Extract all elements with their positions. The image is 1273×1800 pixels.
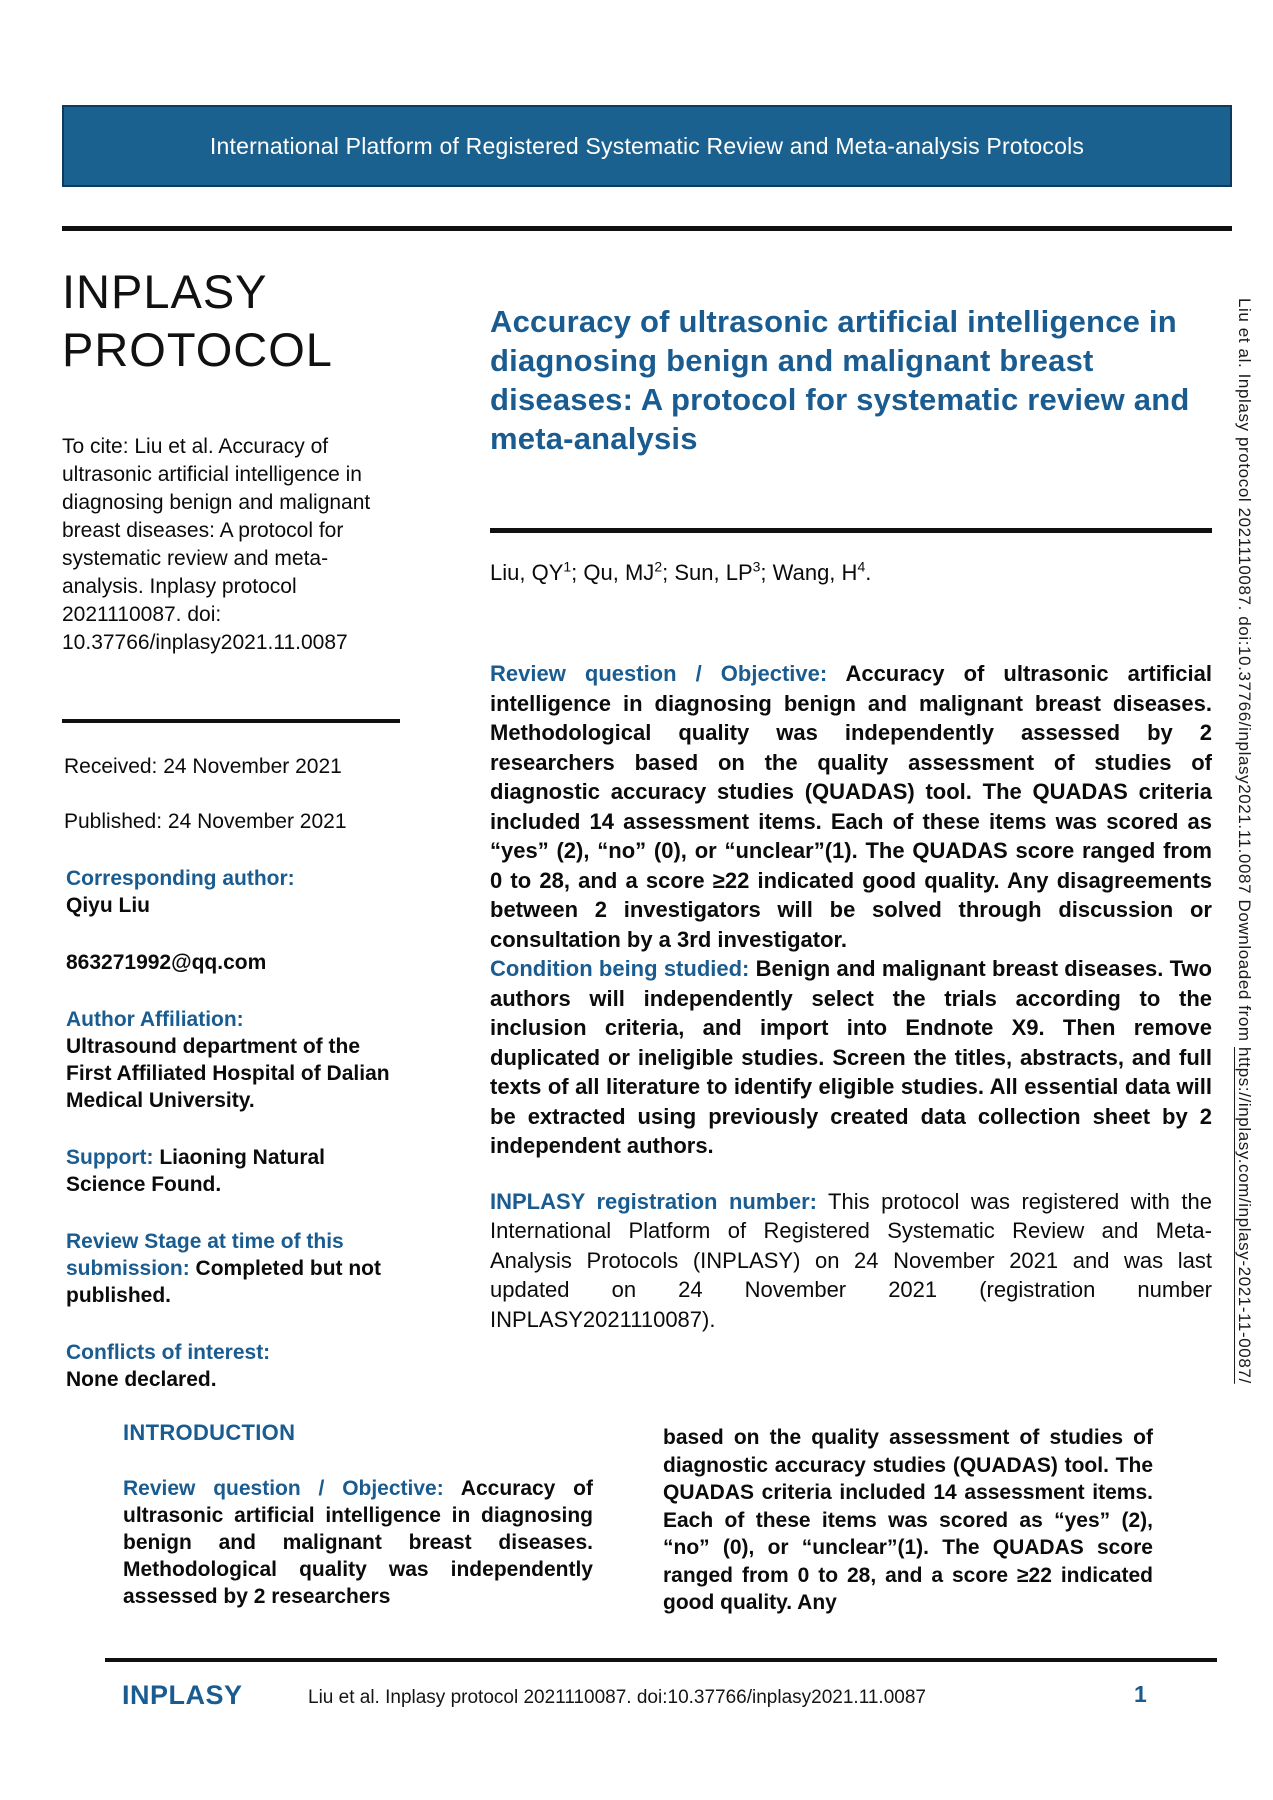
review-question-label: Review question / Objective: — [490, 661, 828, 686]
condition-paragraph — [490, 954, 1212, 1161]
received-date: Received: 24 November 2021 — [64, 755, 342, 778]
registration-paragraph — [490, 1187, 1212, 1335]
introduction-heading: INTRODUCTION — [123, 1420, 296, 1445]
corresponding-author-label: Corresponding author: — [66, 867, 295, 890]
article-title: Accuracy of ultrasonic artificial intelligence in diagnosing benign and malignant breast diseases: A protocol for systematic review and meta-analysis — [490, 304, 1190, 456]
sidebar-citation-text: Liu et al. Inplasy protocol 2021110087. doi:10.37766/inplasy2021.11.0087 Downloaded from — [1235, 298, 1254, 1048]
condition-text: Benign and malignant breast diseases. Two authors will independently select the trials according to the inclusion criteria, and import into Endnote X9. Then remove duplicated or ineligible studies. Screen the titles, abstracts, and full texts of all literature to identify eligible studies. All essential data will be extracted using previously created data collection sheet by 2 independent authors. — [490, 956, 1212, 1158]
conflicts-text: None declared. — [66, 1368, 217, 1391]
review-stage-field — [66, 1228, 400, 1309]
introduction-right-column: based on the quality assessment of studies of diagnostic accuracy studies (QUADAS) tool. The QUADAS criteria included 14 assessment items. Each of these items was scored as “yes” (2), “no” (0), or “unclear”(1). The QUADAS score ranged from 0 to 28, and a score ≥22 indicated good quality. Any — [663, 1426, 1153, 1614]
platform-banner — [62, 105, 1232, 187]
to-cite-text: To cite: Liu et al. Accuracy of ultrasonic artificial intelligence in diagnosing benign and malignant breast diseases: A protocol for systematic review and meta-analysis. Inplasy protocol 2021110087. doi: 10.37766/inplasy2021.11.0087 — [62, 435, 371, 654]
conflicts-field — [66, 1339, 400, 1393]
footer-divider — [105, 1658, 1217, 1662]
corresponding-author-field — [66, 865, 400, 919]
corresponding-author-name: Qiyu Liu — [66, 894, 150, 917]
affiliation-field — [66, 1006, 400, 1114]
review-question-paragraph — [490, 659, 1212, 954]
introduction-left-text: Accuracy of ultrasonic artificial intelligence in diagnosing benign and malignant breast diseases. Methodological quality was independently assessed by 2 researchers — [123, 1477, 594, 1608]
masthead-line1: INPLASY — [62, 265, 268, 318]
registration-label: INPLASY registration number: — [490, 1188, 817, 1214]
introduction-left-column — [123, 1475, 593, 1610]
masthead-line2: PROTOCOL — [62, 323, 333, 376]
published-date: Published: 24 November 2021 — [64, 810, 347, 833]
footer-logo: INPLASY — [122, 1680, 243, 1710]
authors-line: Liu, $QY^1$; Qu, $MJ^2$; Sun, $LP^3$; Wang, $H^4$. — [490, 558, 872, 585]
left-divider — [62, 719, 400, 723]
top-divider — [62, 226, 1232, 231]
support-text: Liaoning Natural Science Found. — [66, 1146, 326, 1196]
email-field: 863271992@qq.com — [66, 951, 267, 974]
review-stage-text: Completed but not published. — [66, 1257, 382, 1307]
registration-text: This protocol was registered with the International Platform of Registered Systematic Review and Meta-Analysis Protocols (INPLASY) on 24 November 2021 and was last updated on 24 November 2021 (registration number INPLASY2021110087). — [490, 1188, 1212, 1332]
sidebar-download-link[interactable]: https://inplasy.com/inplasy-2021-11-0087/ — [1235, 1047, 1254, 1384]
footer-citation: Liu et al. Inplasy protocol 2021110087. doi:10.37766/inplasy2021.11.0087 — [308, 1687, 926, 1708]
review-stage-label: Review Stage at time of this submission: — [66, 1230, 344, 1280]
review-question-text: Accuracy of ultrasonic artificial intelligence in diagnosing benign and malignant breast diseases. Methodological quality was independently assessed by 2 researchers based on the quality assessment of studies of diagnostic accuracy studies (QUADAS) tool. The QUADAS criteria included 14 assessment items. Each of these items was scored as “yes” (2), “no” (0), or “unclear”(1). The QUADAS score ranged from 0 to 28, and a score ≥22 indicated good quality. Any disagreements between 2 investigators will be solved through discussion or consultation by a 3rd investigator. — [490, 661, 1213, 952]
page-number: 1 — [1134, 1681, 1147, 1707]
support-label: Support: — [66, 1146, 154, 1169]
condition-label: Condition being studied: — [490, 956, 750, 981]
main-column — [490, 250, 1212, 1334]
title-divider — [490, 528, 1212, 533]
conflicts-label: Conflicts of interest: — [66, 1341, 271, 1364]
masthead-title — [62, 263, 400, 379]
support-field — [66, 1144, 400, 1198]
sidebar-citation — [1234, 298, 1254, 1608]
introduction-review-label: Review question / Objective: — [123, 1477, 444, 1500]
affiliation-label: Author Affiliation: — [66, 1008, 244, 1031]
platform-banner-text: International Platform of Registered Systematic Review and Meta-analysis Protocols — [209, 132, 1085, 159]
affiliation-text: Ultrasound department of the First Affiliated Hospital of Dalian Medical University. — [66, 1035, 390, 1112]
left-column — [62, 263, 400, 1393]
